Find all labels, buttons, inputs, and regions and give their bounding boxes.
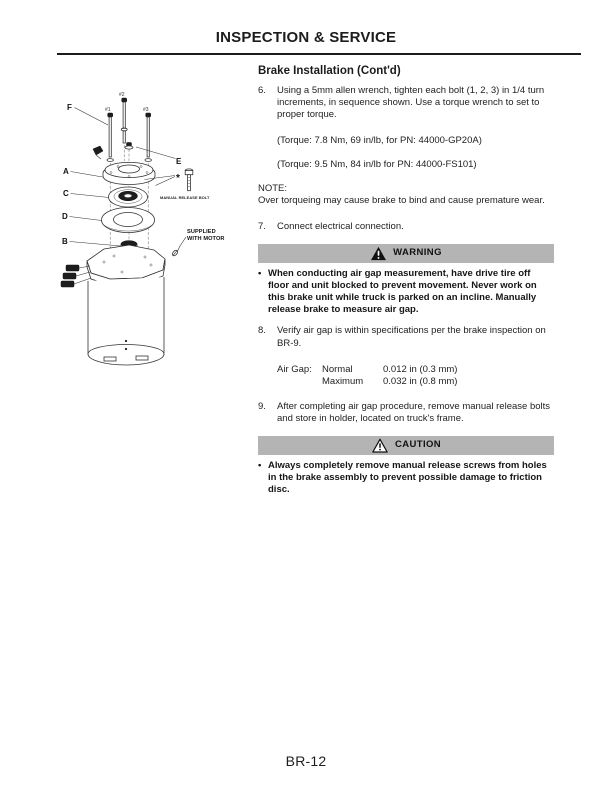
air-gap-row-normal (277, 364, 554, 376)
caution-bullet (258, 460, 554, 497)
brake-assembly-exploded-diagram (52, 85, 244, 381)
supplied-with-motor-caption-line2: WITH MOTOR (187, 236, 225, 242)
step-9 (258, 401, 554, 425)
air-gap-maximum-name: Maximum (322, 376, 364, 388)
bolt-2-number: #2 (119, 92, 125, 98)
callout-f: F (67, 103, 72, 112)
terminal-clip (93, 146, 103, 155)
note-text: Over torqueing may cause brake to bind and cause premature wear. (258, 195, 545, 207)
step-6-text: Using a 5mm allen wrench, tighten each bolt (1, 2, 3) in 1/4 turn increments, in sequence shown. Use a torque wrench to set to proper torque. (277, 85, 545, 121)
step-9-number: 9. (258, 401, 266, 413)
friction-disc (109, 187, 148, 207)
air-gap-maximum-value: 0.032 in (0.8 mm) (383, 376, 458, 388)
callout-d: D (62, 212, 68, 221)
bolt-1 (105, 107, 113, 161)
caution-label: CAUTION (394, 439, 442, 451)
step-7-text: Connect electrical connection. (277, 221, 404, 233)
manual-release-bolt-caption: MANUAL RELEASE BOLT (160, 195, 210, 200)
step-6-number: 6. (258, 85, 266, 96)
air-gap-spec-table (277, 364, 554, 388)
air-gap-label: Air Gap: (277, 363, 312, 375)
content-column (258, 64, 554, 496)
note-label: NOTE: (258, 183, 288, 195)
step-7-number: 7. (258, 221, 266, 233)
bullet-glyph: • (258, 459, 262, 471)
note-block (258, 183, 554, 207)
caution-triangle-icon (371, 438, 389, 453)
torque-note-1: (Torque: 7.8 Nm, 69 in/lb, for PN: 44000-GP20A) (277, 134, 482, 146)
header-rule (57, 53, 581, 55)
release-nut (125, 143, 133, 150)
air-gap-normal-value: 0.012 in (0.3 mm) (383, 363, 458, 375)
caution-banner (258, 436, 554, 455)
bullet-glyph: • (258, 267, 262, 279)
warning-banner (258, 244, 554, 263)
step-8-text: Verify air gap is within specifications per the brake inspection on BR-9. (277, 325, 546, 349)
warning-label: WARNING (393, 247, 442, 259)
step-6 (258, 85, 554, 122)
torque-note-2: (Torque: 9.5 Nm, 84 in/lb for PN: 44000-FS101) (277, 158, 477, 170)
step-7 (258, 221, 554, 233)
section-heading: Brake Installation (Cont'd) (258, 65, 401, 77)
step-8-number: 8. (258, 325, 266, 337)
callout-b: B (62, 237, 68, 246)
bolt-3 (143, 107, 151, 161)
bolt-1-number: #1 (105, 107, 111, 113)
footer-page-number: BR-12 (285, 753, 327, 769)
step-9-text: After completing air gap procedure, remove manual release bolts and store in holder, located on truck's frame. (277, 401, 551, 425)
warning-bullet (258, 268, 554, 317)
caution-bullet-text: Always completely remove manual release screws from holes in the brake assembly to prevent possible damage to friction disc. (268, 459, 547, 496)
brake-cover-plate (103, 162, 155, 184)
callout-e: E (176, 157, 182, 166)
bolt-2 (119, 92, 127, 143)
warning-triangle-icon (370, 246, 387, 261)
manual-release-bolt-icon (185, 169, 193, 191)
motor-body (88, 277, 164, 365)
page-header-title: INSPECTION & SERVICE (215, 29, 397, 46)
spacer-ring (102, 208, 155, 233)
bolt-3-number: #3 (143, 107, 149, 113)
warning-bullet-text: When conducting air gap measurement, have drive tire off floor and unit blocked to prevent movement. Never work on this brake unit while truck is parked on an incline. Manually release brake to measure air gap. (268, 267, 537, 316)
callout-c: C (63, 189, 69, 198)
electrical-connectors (61, 265, 91, 287)
callout-a: A (63, 167, 69, 176)
air-gap-normal-name: Normal (322, 363, 353, 375)
step-8 (258, 325, 554, 349)
supplied-with-motor-caption-line1: SUPPLIED (187, 229, 216, 235)
air-gap-row-maximum (277, 376, 554, 388)
callout-asterisk: * (176, 173, 180, 184)
